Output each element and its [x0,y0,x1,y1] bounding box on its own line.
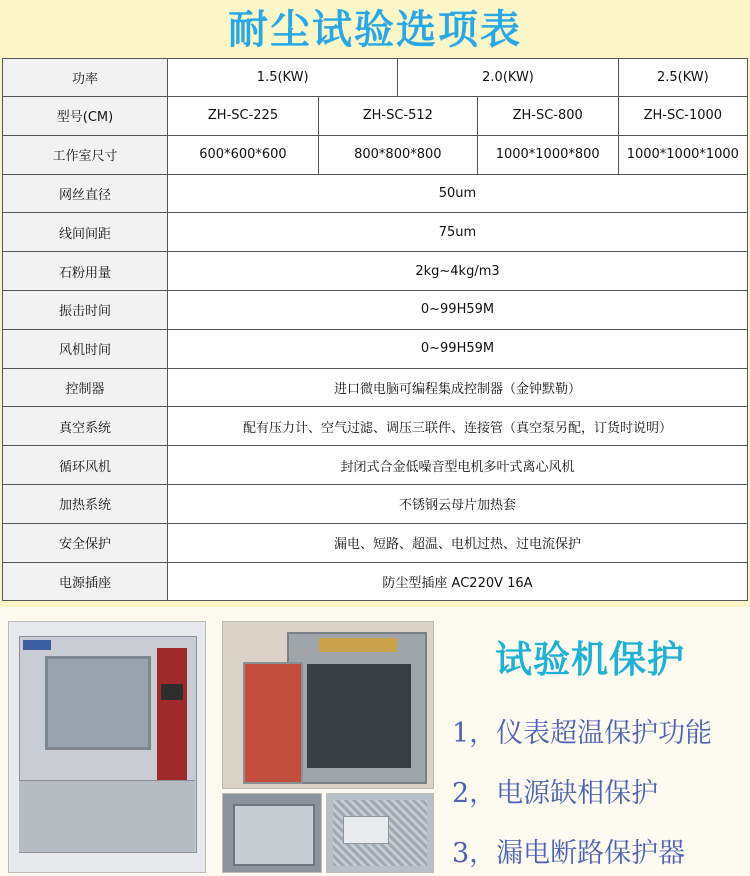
open-chamber-photo [222,621,434,789]
row-label: 工作室尺寸 [3,135,168,174]
row-value: 进口微电脑可编程集成控制器（金钟默勒） [168,368,748,407]
table-row [3,407,748,446]
row-value: 2kg~4kg/m3 [168,252,748,291]
brand-logo [23,640,51,650]
row-value: 配有压力计、空气过滤、调压三联件、连接管（真空泵另配，订货时说明） [168,407,748,446]
power-value: 2.0(KW) [398,59,618,97]
row-label: 石粉用量 [3,252,168,291]
row-value: 防尘型插座 AC220V 16A [168,562,748,601]
protection-item: 2，电源缺相保护 [452,778,659,809]
size-value: 1000*1000*1000 [618,135,747,174]
row-label: 功率 [3,59,168,97]
row-label: 线间间距 [3,213,168,252]
table-row [3,290,748,329]
model-value: ZH-SC-512 [319,97,478,136]
table-row [3,562,748,601]
interior-photo [222,793,322,873]
table-row [3,97,748,136]
row-label: 电源插座 [3,562,168,601]
size-value: 800*800*800 [319,135,478,174]
table-row [3,252,748,291]
row-value: 0~99H59M [168,290,748,329]
table-row [3,329,748,368]
row-label: 风机时间 [3,329,168,368]
chamber-nameplate [319,638,397,652]
power-value: 2.5(KW) [618,59,747,97]
row-label: 加热系统 [3,484,168,523]
table-row [3,446,748,485]
row-label: 循环风机 [3,446,168,485]
size-value: 1000*1000*800 [477,135,618,174]
row-label: 型号(CM) [3,97,168,136]
row-label: 振击时间 [3,290,168,329]
mesh-photo [326,793,434,873]
dust-chamber-photo [8,621,206,873]
size-value: 600*600*600 [168,135,319,174]
power-value: 1.5(KW) [168,59,398,97]
row-value: 封闭式合金低噪音型电机多叶式离心风机 [168,446,748,485]
chamber-interior [307,664,411,768]
row-value: 漏电、短路、超温、电机过热、过电流保护 [168,523,748,562]
table-row [3,368,748,407]
row-label: 真空系统 [3,407,168,446]
viewing-window [45,656,151,750]
table-row [3,135,748,174]
interior-well [233,804,315,866]
table-row [3,484,748,523]
table-row [3,523,748,562]
table-row [3,174,748,213]
row-value: 不锈钢云母片加热套 [168,484,748,523]
row-label: 网丝直径 [3,174,168,213]
model-value: ZH-SC-1000 [618,97,747,136]
protection-title: 试验机保护 [495,638,685,681]
control-panel [157,648,187,798]
chamber-base [19,780,195,852]
page-title: 耐尘试验选项表 [228,7,522,53]
row-value: 75um [168,213,748,252]
row-label: 安全保护 [3,523,168,562]
model-value: ZH-SC-800 [477,97,618,136]
table-row [3,213,748,252]
row-value: 0~99H59M [168,329,748,368]
row-label: 控制器 [3,368,168,407]
sample-block [343,816,389,844]
product-section [0,607,750,876]
controller-screen [161,684,183,700]
chamber-door [243,662,303,784]
model-value: ZH-SC-225 [168,97,319,136]
protection-item: 1，仪表超温保护功能 [452,718,713,749]
spec-table [2,58,748,601]
protection-item: 3，漏电断路保护器 [452,838,686,869]
table-row [3,59,748,97]
row-value: 50um [168,174,748,213]
